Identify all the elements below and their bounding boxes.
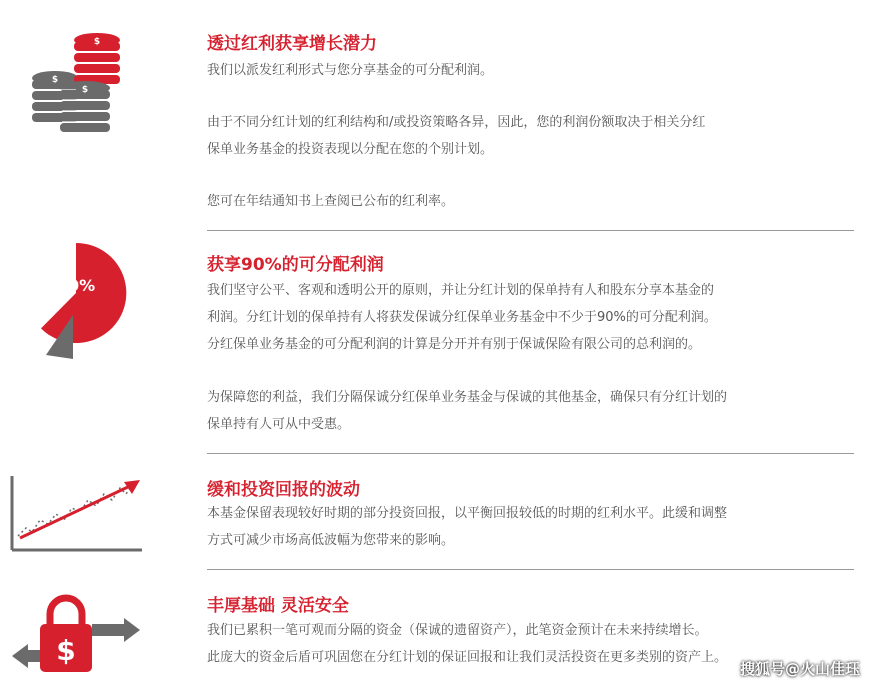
section-paragraph: 为保障您的利益，我们分隔保诚分红保单业务基金与保诚的其他基金，确保只有分红计划的 保单持有人可从中受惠。: [207, 390, 728, 432]
divider: [207, 230, 854, 231]
pie-chart-icon: [26, 243, 130, 367]
section-paragraph: 由于不同分红计划的红利结构和/或投资策略各异，因此，您的利润份额取决于相关分红 保单业务基金的投资表现以分配在您的个别计划。: [207, 115, 706, 157]
section-paragraph: 您可在年结通知书上查阅已公布的红利率。: [207, 194, 455, 209]
section-title: 透过红利获享增长潜力: [207, 34, 377, 54]
svg-text:$: $: [93, 37, 101, 47]
section-paragraph: 我们已累积一笔可观而分隔的资金（保诚的遗留资产），此笔资金预计在未来持续增长。 此庞大的资金后盾可巩固您在分红计划的保证回报和让我们灵活投资在更多类别的资产上。: [207, 623, 728, 665]
section-paragraph: 我们以派发红利形式与您分享基金的可分配利润。: [207, 63, 494, 78]
section-paragraph: 本基金保留表现较好时期的部分投资回报，以平衡回报较低的时期的红利水平。此缓和调整 方式可减少市场高低波幅为您带来的影响。: [207, 506, 728, 548]
pie-chart-label: 90%: [56, 276, 96, 295]
svg-text:$: $: [56, 634, 76, 667]
section-paragraph: 我们坚守公平、客观和透明公开的原则，并让分红计划的保单持有人和股东分享本基金的 利润。分红计划的保单持有人将获发保诚分红保单业务基金中不少于90%的可分配利润。 分红保单业务基金的可分配利润的计算是分开并有别于保诚保险有限公司的总利润的。: [207, 283, 717, 352]
svg-text:$: $: [81, 85, 89, 95]
section-title: 丰厚基础 灵活安全: [207, 596, 349, 616]
coin-stack-icon: [28, 28, 128, 138]
divider: [207, 569, 854, 570]
padlock-arrows-icon: [12, 592, 142, 682]
svg-text:$: $: [51, 75, 59, 85]
divider: [207, 453, 854, 454]
watermark: 搜狐号@火山佳珏: [739, 660, 860, 678]
section-title: 缓和投资回报的波动: [207, 480, 360, 500]
trend-chart-icon: [8, 474, 144, 554]
section-title: 获享90%的可分配利润: [207, 255, 384, 275]
